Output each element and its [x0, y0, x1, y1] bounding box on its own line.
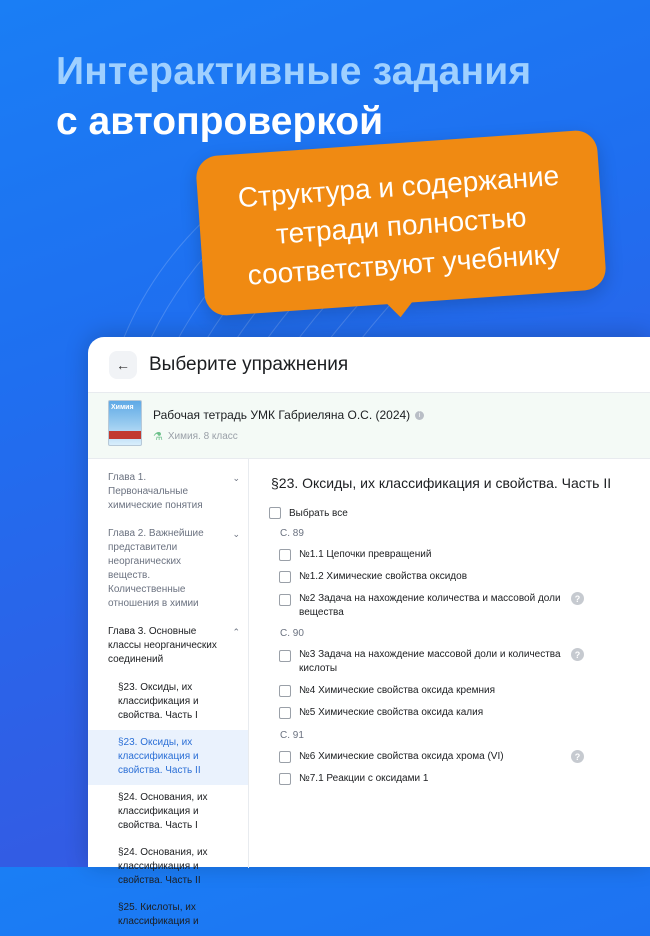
exercise-item[interactable]	[279, 772, 650, 786]
select-all-row[interactable]	[269, 507, 650, 519]
select-all-label: Выбрать все	[289, 507, 348, 519]
exercise-label: №3 Задача на нахождение массовой доли и количества кислоты	[299, 649, 561, 674]
exercise-checkbox[interactable]	[279, 773, 291, 785]
book-title	[153, 408, 424, 422]
chevron-down-icon: ⌄	[232, 473, 240, 483]
exercise-checkbox[interactable]	[279, 751, 291, 763]
exercise-item[interactable]	[279, 684, 650, 698]
select-all-checkbox[interactable]	[269, 507, 281, 519]
exercise-item[interactable]	[279, 570, 650, 584]
workbook-card[interactable]	[88, 393, 650, 459]
sidebar-section-23-2[interactable]: §23. Оксиды, их классификация и свойства. Часть II	[88, 730, 248, 785]
chapter-label: Глава 2. Важнейшие представители неорганических веществ. Количественные отношения в химии	[108, 528, 204, 609]
chevron-up-icon: ⌃	[232, 627, 240, 637]
page-label: С. 89	[280, 528, 304, 539]
hero-title-line2: с автопроверкой	[56, 100, 384, 143]
chapter-label: Глава 3. Основные классы неорганических соединений	[108, 626, 217, 665]
exercise-checkbox[interactable]	[279, 707, 291, 719]
sidebar-section-25[interactable]: §25. Кислоты, их классификация и	[118, 902, 199, 927]
exercise-checkbox[interactable]	[279, 571, 291, 583]
exercise-label: №1.2 Химические свойства оксидов	[299, 571, 468, 582]
book-cover-image	[108, 400, 142, 446]
page-label: С. 90	[280, 628, 304, 639]
chapter-sidebar	[88, 459, 249, 927]
exercise-label: №4 Химические свойства оксида кремния	[299, 685, 496, 696]
help-icon[interactable]: ?	[571, 592, 584, 605]
exercise-item[interactable]	[279, 706, 650, 720]
sidebar-chapter-2[interactable]	[88, 521, 248, 619]
panel-content	[88, 459, 650, 927]
info-icon[interactable]: i	[415, 411, 424, 420]
book-title-text: Рабочая тетрадь УМК Габриеляна О.С. (2024)	[153, 408, 411, 422]
flask-icon: ⚗	[153, 431, 163, 443]
exercise-item[interactable]	[279, 592, 650, 620]
exercise-item[interactable]	[279, 750, 650, 764]
book-cover-band	[109, 431, 141, 439]
exercise-label: №2 Задача на нахождение количества и массовой доли вещества	[299, 593, 561, 618]
chapter-label: Глава 1. Первоначальные химические понятия	[108, 472, 203, 511]
promo-text-line: тетради полностью	[274, 201, 528, 250]
page-label: С. 91	[280, 730, 304, 741]
promo-text-line: Структура и содержание	[236, 159, 561, 214]
exercise-list	[249, 459, 650, 868]
book-subject-text: Химия. 8 класс	[167, 431, 238, 442]
exercise-label: №7.1 Реакции с оксидами 1	[299, 773, 429, 784]
section-title: §23. Оксиды, их классификация и свойства. Часть II	[271, 475, 612, 491]
hero-title-line1: Интерактивные задания	[56, 50, 532, 93]
promo-text-line: соответствуют учебнику	[246, 238, 562, 291]
book-info	[153, 400, 424, 443]
exercise-label: №5 Химические свойства оксида калия	[299, 707, 484, 718]
chevron-down-icon: ⌄	[232, 529, 240, 539]
back-button[interactable]	[109, 351, 137, 379]
exercise-label: №1.1 Цепочки превращений	[299, 549, 432, 560]
exercise-selection-panel	[88, 337, 650, 927]
sidebar-chapter-3[interactable]	[88, 619, 248, 675]
exercise-checkbox[interactable]	[279, 549, 291, 561]
sidebar-section-23-1[interactable]: §23. Оксиды, их классификация и свойства. Часть I	[118, 682, 199, 721]
sidebar-section-24-2[interactable]: §24. Основания, их классификация и свойства. Часть II	[118, 847, 208, 886]
promo-text	[197, 153, 606, 298]
sidebar-chapter-1[interactable]	[88, 465, 248, 521]
arrow-left-icon: ←	[116, 356, 130, 373]
book-subject	[153, 430, 424, 443]
panel-header	[88, 337, 650, 393]
exercise-checkbox[interactable]	[279, 650, 291, 662]
bubble-tail	[385, 300, 414, 318]
exercise-checkbox[interactable]	[279, 685, 291, 697]
exercise-item[interactable]	[279, 548, 650, 562]
exercise-label: №6 Химические свойства оксида хрома (VI)	[299, 751, 504, 762]
exercise-item[interactable]	[279, 648, 650, 676]
help-icon[interactable]: ?	[571, 648, 584, 661]
promo-speech-bubble	[195, 129, 607, 317]
help-icon[interactable]: ?	[571, 750, 584, 763]
book-cover-title: Химия	[111, 404, 134, 411]
sidebar-section-24-1[interactable]: §24. Основания, их классификация и свойства. Часть I	[118, 792, 208, 831]
exercise-checkbox[interactable]	[279, 594, 291, 606]
page-title: Выберите упражнения	[149, 353, 349, 375]
